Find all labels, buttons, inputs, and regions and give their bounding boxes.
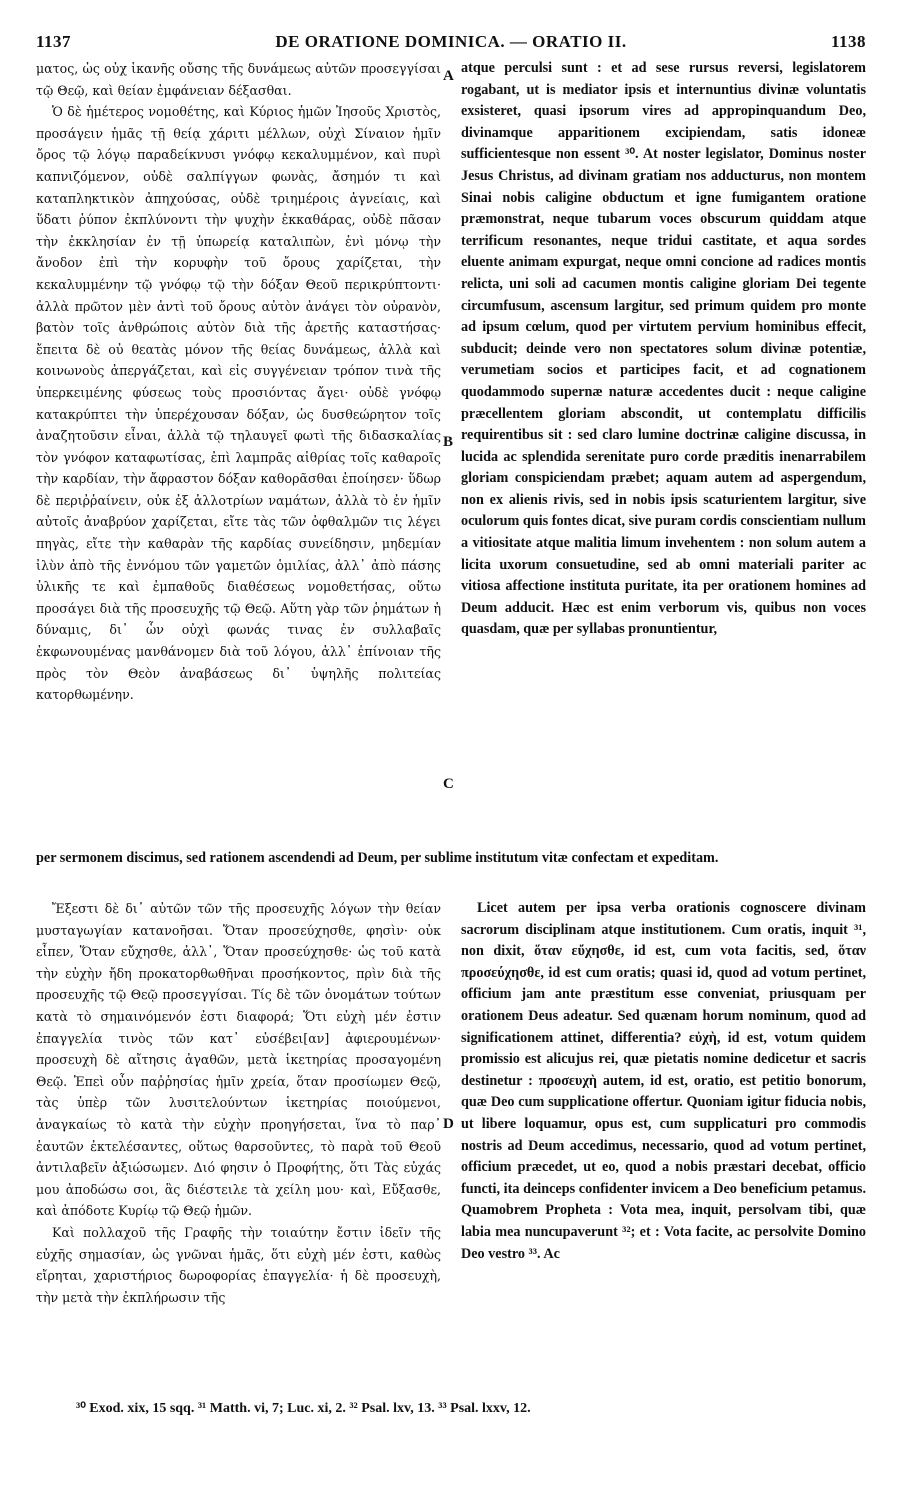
left-page-number: 1137 [36,32,72,51]
full-width-line: per sermonem discimus, sed rationem ascendendi ad Deum, per sublime institutum vitæ confectam et expeditam. [36,850,719,866]
latin-paragraph: atque perculsi sunt : et ad sese rursus reversi, legislatorem rogabant, ut is mediator ipsis et internuntius divinæ voluntatis exsisteret, quasi ipsorum vires ad appropinquandum Deo, divinamque apparitionem excipiendam, satis idoneæ sufficientesque non essent ³⁰. At noster legislator, Dominus noster Jesus Christus, ad divinam gratiam nos adducturus, non montem Sinai nobis caligine obductum et igne fumigantem oratione præmonstrat, neque tubarum voces obscurum quiddam atque terrificum resonantes, neque tridui castitate, et aqua sordes eluente animam expurgat, neque omni concione ad radices montis relicta, uni soli ad cacumen montis caligine gloriam Dei tegente circumfusum, ascensum largitur, sed primum quidem pro monte ad ipsum cœlum, quod per virtutem pervium hominibus effecit, subducit; deinde vero non spectatores solum divinæ potentiæ, verumetiam socios et participes facit, et ad cognationem quodammodo supernæ naturæ accedentes ducit : neque caligine præcellentem gloriam abscondit, ut contemplatu difficilis requirentibus sit : sed claro lumine doctrinæ caligine discussa, in lucida ac splendida serenitate puro corde præditis inenarrabilem gloriam conspiciendam præbet; aquam autem ad aspergendum, non ex alienis rivis, sed in nobis ipsis scaturientem largitur, sive oculorum quis fontes dicat, sive puram cordis conscientiam nullum a vitiositate atque malitia limum invehentem : non solum autem a licita uxorum consuetudine, sed ab omni materiali pariter ac vitiosa affectione instituta puritate, ita per orationem homines ad Deum adducit. Hæc est enim verborum vis, quibus non voces quasdam, quæ per syllabas pronuntientur, [461,60,866,638]
page [36,24,866,1484]
running-title: DE ORATIONE DOMINICA. — ORATIO II. [275,32,627,51]
latin-paragraph: Licet autem per ipsa verba orationis cognoscere divinam sacrorum disciplinam atque institutionem. Cum oratis, inquit ³¹, non dixit, ὅταν εὔχησθε, id est, cum vota facitis, sed, ὅταν προσεύχησθε, id est cum oratis; quasi id, quod ad votum pertinet, officium jam ante præstitum esse conveniat, priusquam per orationem Deus adeatur. Sed quænam horum nominum, quod ad significationem attinet, differentia? εὐχὴ, id est, votum quidem promissio est alicujus rei, quæ pietatis nomine dedicetur et sacris destinetur : προσευχὴ autem, id est, oratio, est petitio bonorum, quæ Deo cum supplicatione offertur. Quoniam igitur fiducia nobis, ut libere loquamur, opus est, cum supplicaturi pro commodis nostris ad Deum accedimus, necessario, quod ad votum pertinet, officium præcedet, ut eo, quod a nobis præstari decebat, officio functi, ita deinceps confidenter invicem a Deo beneficium petamus. Quamobrem Propheta : Vota mea, inquit, persolvam tibi, quæ labia mea nuncupaverunt ³²; et : Vota facite, ac persolvite Domino Deo vestro ³³. Ac [461,900,866,1262]
latin-column-lower [461,898,866,1265]
running-header [36,32,866,58]
column-marker-d: D [443,1116,454,1132]
greek-column-lower [36,898,441,1308]
column-marker-c: C [443,776,454,792]
column-marker-b: B [443,434,454,450]
greek-paragraph: Ἔξεστι δὲ δι᾽ αὐτῶν τῶν τῆς προσευχῆς λόγων τὴν θείαν μυσταγωγίαν κατανοῆσαι. Ὅταν προσεύχησθε, φησὶν· οὐκ εἶπεν, Ὅταν εὔχησθε, ἀλλ᾽, Ὅταν προσεύχησθε· ὡς τοῦ κατὰ τὴν εὐχὴν ἤδη προκατορθωθῆναι προσήκοντος, πρὶν διὰ τῆς προσευχῆς τῷ Θεῷ προσεγγίσαι. Τίς δὲ τῶν ὀνομάτων τούτων κατὰ τὸ σημαινόμενόν ἐστι διαφορά; Ὅτι εὐχὴ μέν ἐστιν ἐπαγγελία τινὸς τῶν κατ᾽ εὐσέβει[αν] ἀφιερουμένων· προσευχὴ δὲ αἴτησις ἀγαθῶν, μετὰ ἱκετηρίας προσαγομένη Θεῷ. Ἐπεὶ οὖν παῤῥησίας ἡμῖν χρεία, ὅταν προσίωμεν Θεῷ, τὰς ὑπὲρ τῶν λυσιτελούντων ἱκετηρίας ποιούμενοι, ἀναγκαίως τὸ κατὰ τὴν εὐχὴν προηγήσεται, ἵνα τὸ παρ᾽ ἑαυτῶν ἐκτελέσαντες, οὕτως θαρσοῦντες, τὸ παρὰ τοῦ Θεοῦ ἀντιλαβεῖν ἀξιώσωμεν. Διό φησιν ὁ Προφήτης, ὅτι Τὰς εὐχάς μου ἀποδώσω σοι, ἃς διέστειλε τὰ χείλη μου· καὶ, Εὔξασθε, καὶ ἀπόδοτε Κυρίῳ τῷ Θεῷ ἡμῶν. [36,901,441,1219]
greek-paragraph: Ὁ δὲ ἡμέτερος νομοθέτης, καὶ Κύριος ἡμῶν Ἰησοῦς Χριστὸς, προσάγειν ἡμᾶς τῇ θείᾳ χάριτι μέλλων, οὐχὶ Σίναιον ἡμῖν ὄρος τῷ λόγῳ παραδείκνυσι γνόφῳ κεκαλυμμένον, καὶ πυρὶ καπνιζόμενον, οὐδὲ σαλπίγγων φωνὰς, ἄσημόν τι καὶ καταπληκτικὸν ἀπηχούσας, οὐδὲ τριημέροις ἁγνείαις, καὶ ὕδατι ῥύπον ἐκπλύνοντι τὴν ψυχὴν ἐκκαθάρας, οὐδὲ πᾶσαν τὴν ἐκκλησίαν ἐν τῇ ὑπωρείᾳ καταλιπὼν, ἑνὶ μόνῳ τὴν ἄνοδον ἐπὶ τὴν κορυφὴν τοῦ ὄρους χαρίζεται, τὴν κεκαλυμμένην τῷ γνόφῳ τῷ τὴν δόξαν Θεοῦ περικρύπτοντι· ἀλλὰ πρῶτον μὲν ἀντὶ τοῦ ὄρους αὐτὸν ἀνάγει τὸν οὐρανὸν, βατὸν τοῖς ἀνθρώποις αὐτὸν διὰ τῆς ἀρετῆς καταστήσας· ἔπειτα δὲ οὐ θεατὰς μόνον τῆς θείας δυνάμεως, ἀλλὰ καὶ κοινωνοὺς ἀπεργάζεται, καὶ εἰς συγγένειαν τρόπον τινὰ τῆς ὑπερκειμένης φύσεως τοὺς προσιόντας ἄγει· οὐδὲ γνόφῳ κατακρύπτει τὴν ὑπερέχουσαν δόξαν, ὡς δυσθεώρητον τοῖς ἀναζητοῦσιν εἶναι, ἀλλὰ τῷ τηλαυγεῖ φωτὶ τῆς διδασκαλίας τὸν γνόφον καταφωτίσας, ἐπὶ λαμπρᾶς αἰθρίας τοῖς καθαροῖς τὴν καρδίαν, τὴν ἄφραστον δόξαν καθορᾶσθαι ἐποίησεν· ὕδωρ δὲ περιῤῥαίνειν, οὐκ ἐξ ἀλλοτρίων ναμάτων, ἀλλὰ τὸ ἐν ἡμῖν αὐτοῖς ἀναβρύον χαρίζεται, εἴτε τὰς τῶν ὀφθαλμῶν τις λέγει πηγὰς, εἴτε τὴν καθαρὰν τῆς καρδίας συνείδησιν, μηδεμίαν ἰλὺν ἀπὸ τῆς ἐννόμου τῶν γαμετῶν ὁμιλίας, ἀλλ᾽ ἀπὸ πάσης ὑλικῆς τε καὶ ἐμπαθοῦς διαθέσεως νομοθετήσας, οὕτω προσάγει διὰ τῆς προσευχῆς τῷ Θεῷ. Αὕτη γὰρ τῶν ῥημάτων ἡ δύναμις, δι᾽ ὧν οὐχὶ φωνάς τινας ἐν συλλαβαῖς ἐκφωνουμένας μανθάνομεν διὰ τοῦ λόγου, ἀλλ᾽ ἐπίνοιαν τῆς πρὸς τὸν Θεὸν ἀναβάσεως δι᾽ ὑψηλῆς πολιτείας κατορθωμένην. [36,104,441,703]
greek-paragraph: ματος, ὡς οὐχ ἱκανῆς οὔσης τῆς δυνάμεως αὐτῶν προσεγγίσαι τῷ Θεῷ, καὶ θείαν ἐμφάνειαν δέξασθαι. [36,61,441,98]
column-marker-a: A [443,68,454,84]
footnotes: ³⁰ Exod. xix, 15 sqq. ³¹ Matth. vi, 7; Luc. xi, 2. ³² Psal. lxv, 13. ³³ Psal. lxxv, 12. [76,1401,531,1416]
right-page-number: 1138 [830,32,866,51]
latin-column-upper [461,58,866,641]
greek-paragraph: Καὶ πολλαχοῦ τῆς Γραφῆς τὴν τοιαύτην ἔστιν ἰδεῖν τῆς εὐχῆς σημασίαν, ὡς γνῶναι ἡμᾶς, ὅτι εὐχὴ μέν ἐστι, καθὼς εἴρηται, χαριστήριος δωροφορίας ἐπαγγελία· ἡ δὲ προσευχὴ, τὴν μετὰ τὴν ἐκπλήρωσιν τῆς [36,1224,441,1305]
greek-column-upper [36,58,441,706]
